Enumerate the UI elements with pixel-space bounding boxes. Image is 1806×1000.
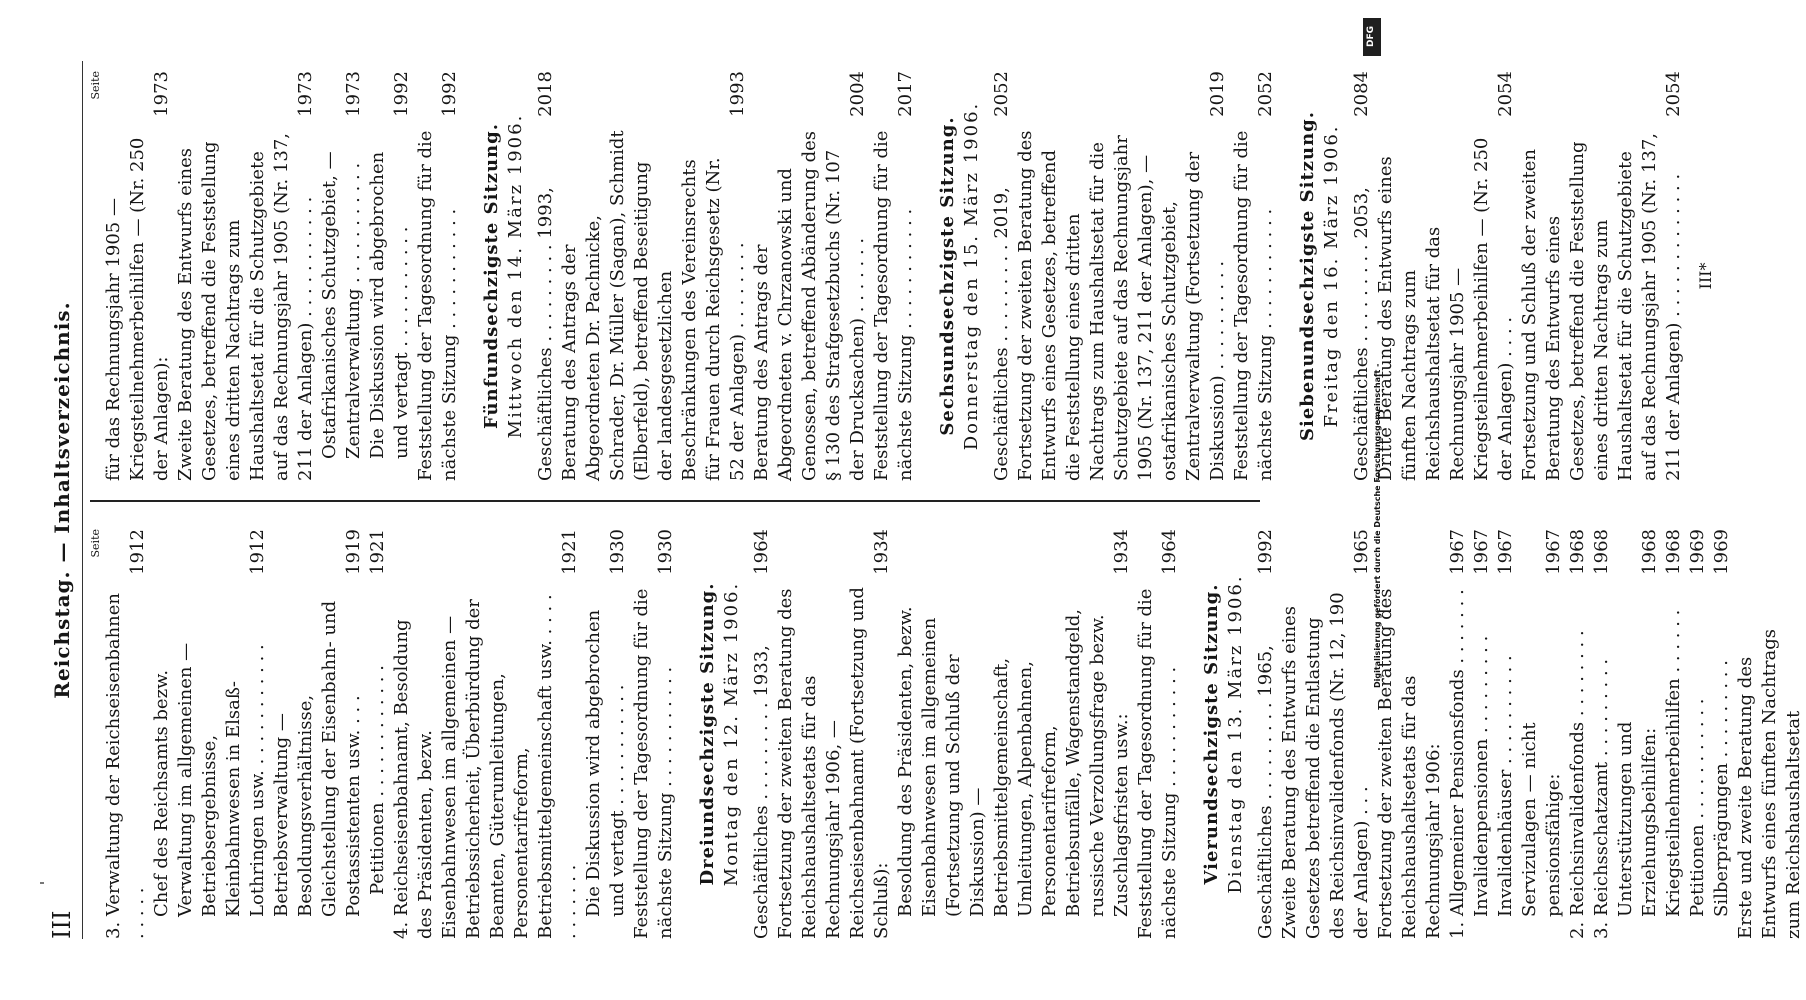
entry-text: Feststellung der Tagesordnung für die nächste Sitzung . . . . . . . . . . . — [631, 588, 676, 939]
entry-text: Fortsetzung der zweiten Beratung des Reichshaushaltsetats für das Rechnungsjahr 1906, — Reichseisenbahnamt (Fortsetzung und Schluß): — [775, 587, 892, 939]
entry-page-number: 1912 — [247, 529, 268, 575]
toc-entry — [1374, 529, 1446, 939]
toc-entry — [1734, 529, 1806, 939]
toc-entry — [750, 71, 870, 481]
entry-page-number: 1992 — [391, 71, 412, 117]
seite-label: Seite — [89, 71, 102, 100]
toc-entry — [318, 71, 366, 481]
toc-entry — [366, 529, 390, 939]
entry-page-number: 1992 — [1255, 529, 1276, 575]
entry-text: Fortsetzung und Schluß der zweiten Beratung des Entwurfs eines Gesetzes, betreffend die Feststellung eines dritten Nachtrags zum Haushaltsetat für die Schutzgebiete auf das Rechnungsjahr 1905 (Nr. 137, 211 der Anlagen) . . . . . . . . . . . . . — [1519, 132, 1684, 481]
toc-entry — [1614, 529, 1662, 939]
page-header — [48, 61, 83, 939]
column-divider — [90, 500, 1260, 502]
entry-text: Beratung des Antrags der Abgeordneten Dr. Pachnicke, Schrader, Dr. Müller (Sagan), Schmidt (Elberfeld), betreffend Beseitigung der landesgesetzlichen Beschränkungen des Vereinsrechts für Frauen durch Reichsgesetz (Nr. 52 der Anlagen) . . . . . . . . — [559, 130, 748, 481]
right-column — [90, 71, 1718, 481]
entry-page-number: 1968 — [1639, 529, 1660, 575]
entry-text: Geschäftliches . . . . . . . . . 2053, — [1351, 187, 1372, 481]
entry-text: 3. Verwaltung der Reichseisenbahnen . . . . . — [103, 592, 148, 939]
toc-entry — [102, 529, 150, 939]
entry-page-number: 1921 — [367, 529, 388, 575]
entry-page-number: 2052 — [991, 71, 1012, 117]
toc-entry — [1230, 71, 1278, 481]
entry-page-number: 1912 — [127, 529, 148, 575]
entry-page-number: 1965 — [1351, 529, 1372, 575]
entry-text: Zweite Beratung des Entwurfs eines Gesetzes, betreffend die Feststellung eines dritten Nachtrags zum Haushaltsetat für die Schutzgebiete auf das Rechnungsjahr 1905 (Nr. 137, 211 der Anlagen) . . . . . . . . . . . — [175, 132, 316, 481]
session-heading: Fünfundsechzigste Sitzung. — [481, 123, 502, 429]
session-heading: Dreiundsechzigste Sitzung. — [697, 582, 718, 886]
entry-page-number: 1973 — [295, 71, 316, 117]
toc-entry — [558, 71, 750, 481]
toc-entry — [1278, 529, 1374, 939]
entry-text: Besoldung des Präsidenten, bezw. Eisenbahnwesen im allgemeinen (Fortsetzung und Schluß der Diskussion) — Betriebsmittelgemeinschaft, Umleitungen, Alpenbahnen, Personentarifreform, Betriebsunfälle, Wagenstandgeld, russische Verzollungsfrage bezw. Zuschlagsfristen usw.: — [895, 606, 1132, 917]
entry-text: Betriebsverwaltung — Besoldungsverhältnisse, Gleichstellung der Eisenbahn- und Postassistenten usw. . . . — [271, 600, 364, 917]
entry-text: Petitionen . . . . . . . . . . . . — [367, 665, 388, 895]
entry-page-number: 1993 — [727, 71, 748, 117]
toc-entry — [390, 529, 582, 939]
entry-page-number: 1934 — [871, 529, 892, 575]
toc-entry — [366, 71, 414, 481]
entry-text: Fortsetzung der zweiten Beratung des Reichshaushaltsetats für das Rechnungsjahr 1906: — [1375, 588, 1444, 939]
toc-entry — [1518, 529, 1566, 939]
toc-entry — [1590, 529, 1614, 939]
entry-page-number: 1964 — [1159, 529, 1180, 575]
running-title: Reichstag. — Inhaltsverzeichnis. — [50, 301, 74, 699]
printer-signature: III* — [1696, 262, 1715, 290]
entry-text: Chef des Reichsamts bezw. Verwaltung im allgemeinen — Betriebsergebnisse, Kleinbahnwesen in Elsaß-Lothringen usw. . . . . . . . . . . . — [151, 642, 268, 917]
entry-page-number: 1934 — [1111, 529, 1132, 575]
entry-page-number: 1967 — [1495, 529, 1516, 575]
toc-entry — [414, 71, 462, 481]
digitization-strip — [1363, 8, 1383, 998]
session-date: Montag den 12. März 1906. — [721, 581, 742, 887]
entry-text: Feststellung der Tagesordnung für die nächste Sitzung . . . . . . . . . . . — [415, 130, 460, 481]
toc-entry — [894, 529, 1134, 939]
entry-page-number: 1930 — [607, 529, 628, 575]
entry-text: Invalidenpensionen . . . . . . . . . — [1471, 635, 1492, 917]
entry-page-number: 1967 — [1543, 529, 1564, 575]
session-date: Freitag den 16. März 1906. — [1321, 124, 1342, 428]
left-column — [90, 529, 1806, 939]
entry-text: Beratung des Antrags der Abgeordneten v. Chrzanowski und Genossen, betreffend Abänderung des § 130 des Strafgesetzbuchs (Nr. 107 der Drucksachen) . . . . . . . — [751, 130, 868, 481]
session-heading: Sechsundsechzigste Sitzung. — [937, 116, 958, 436]
entry-page-number: 1968 — [1663, 529, 1684, 575]
entry-text: Feststellung der Tagesordnung für die nächste Sitzung . . . . . . . . . . . — [1135, 588, 1180, 939]
entry-page-number: 1969 — [1687, 529, 1708, 575]
toc-entry — [630, 529, 678, 939]
entry-text: Fortsetzung der zweiten Beratung des Entwurfs eines Gesetzes, betreffend die Feststellung eines dritten Nachtrags zum Haushaltsetat für die Schutzgebiete auf das Rechnungsjahr 1905 (Nr. 137, 211 der Anlagen), — ostafrikanisches Schutzgebiet, Zentralverwaltung (Fortsetzung der Diskussion) . . . . . . . . . . — [1015, 130, 1228, 481]
toc-entry — [174, 71, 318, 481]
entry-page-number: 1964 — [751, 529, 772, 575]
entry-text: Geschäftliches . . . . . . . . . 2019, — [991, 187, 1012, 481]
entry-text: 4. Reichseisenbahnamt, Besoldung des Präsidenten, bezw. Eisenbahnwesen im allgemeinen — Betriebssicherheit, Überbürdung der Beamten, Güterumleitungen, Personentarifreform, Betriebsmittelgemeinschaft usw. . . . . . . . . . . . — [391, 594, 580, 939]
entry-page-number: 2084 — [1351, 71, 1372, 117]
toc-entry — [1374, 71, 1518, 481]
toc-entry — [1446, 529, 1470, 939]
entry-text: 1. Allgemeiner Pensionsfonds . . . . . . . — [1447, 589, 1468, 939]
entry-text: Petitionen . . . . . . . . . . . — [1687, 698, 1708, 917]
toc-entry — [150, 529, 270, 939]
entry-text: Invalidenhäuser . . . . . . . . . . — [1495, 655, 1516, 917]
seite-label: Seite — [89, 529, 102, 558]
entry-page-number: 2004 — [847, 71, 868, 117]
toc-entry — [1134, 529, 1182, 939]
entry-text: 2. Reichsinvalidenfonds . . . . . . . . — [1567, 630, 1588, 939]
entry-text: Geschäftliches . . . . . . . . . 1965, — [1255, 645, 1276, 939]
toc-entry — [270, 529, 366, 939]
toc-entry — [1662, 529, 1686, 939]
entry-text: Unterstützungen und Erziehungsbeihilfen: — [1615, 721, 1660, 917]
session-heading: Vierundsechzigste Sitzung. — [1201, 583, 1222, 885]
toc-entry — [1254, 529, 1278, 939]
entry-text: Silberprägungen . . . . . . . . . — [1711, 660, 1732, 917]
entry-page-number: 2017 — [895, 71, 916, 117]
entry-page-number: 1992 — [439, 71, 460, 117]
entry-text: Geschäftliches . . . . . . . . . 1933, — [751, 645, 772, 939]
entry-text: für das Rechnungsjahr 1905 — Kriegsteilnehmerbeihilfen — (Nr. 250 der Anlagen): — [103, 137, 172, 481]
entry-page-number: 1973 — [343, 71, 364, 117]
toc-entry — [750, 529, 774, 939]
toc-entry — [1686, 529, 1710, 939]
entry-page-number: 1967 — [1447, 529, 1468, 575]
entry-page-number: 1968 — [1591, 529, 1612, 575]
entry-page-number: 2052 — [1255, 71, 1276, 117]
entry-page-number: 2054 — [1663, 71, 1684, 117]
entry-page-number: 2018 — [535, 71, 556, 117]
entry-page-number: 1967 — [1471, 529, 1492, 575]
entry-text: Servizulagen — nicht pensionsfähige: — [1519, 722, 1564, 917]
entry-text: Ostafrikanisches Schutzgebiet, — Zentralverwaltung . . . . . . . . . . . — [319, 151, 364, 459]
toc-entry — [870, 71, 918, 481]
session-date: Donnerstag den 15. März 1906. — [961, 101, 982, 451]
entry-page-number: 1930 — [655, 529, 676, 575]
toc-entry — [990, 71, 1014, 481]
toc-entry — [1518, 71, 1686, 481]
entry-text: Die Diskussion wird abgebrochen und vertagt . . . . . . . . . . . — [367, 151, 412, 459]
entry-page-number: 1921 — [559, 529, 580, 575]
entry-page-number: 2054 — [1495, 71, 1516, 117]
dfg-logo: DFG — [1363, 18, 1381, 56]
toc-entry — [774, 529, 894, 939]
entry-text: Erste und zweite Beratung des Entwurfs eines fünften Nachtrags zum Reichshaushaltsetat — [1735, 629, 1804, 939]
entry-page-number: 1969 — [1711, 529, 1732, 575]
entry-text: Zweite Beratung des Entwurfs eines Gesetzes betreffend die Entlastung des Reichsinvalidenfonds (Nr. 12, 190 der Anlagen) . . . — [1279, 592, 1372, 939]
entry-text: Feststellung der Tagesordnung für die nächste Sitzung . . . . . . . . . . . — [1231, 130, 1276, 481]
toc-entry — [1710, 529, 1734, 939]
session-date: Dienstag den 13. März 1906. — [1225, 574, 1246, 894]
scan-speck — [40, 882, 44, 884]
entry-page-number: 2019 — [1207, 71, 1228, 117]
session-date: Mittwoch den 14. März 1906. — [505, 113, 526, 439]
entry-text: Dritte Beratung des Entwurfs eines fünften Nachtrags zum Reichshaushaltsetat für das Rechnungsjahr 1905 — Kriegsteilnehmerbeihilfen — (Nr. 250 der Anlagen) . . . . — [1375, 137, 1516, 481]
digitization-credit: Digitalisierung gefördert durch die Deutsche Forschungsgemeinschaft - — [1373, 363, 1382, 688]
entry-text: Feststellung der Tagesordnung für die nächste Sitzung . . . . . . . . . . . — [871, 130, 916, 481]
session-heading: Siebenundsechzigste Sitzung. — [1297, 110, 1318, 442]
entry-text: Die Diskussion wird abgebrochen und vertagt . . . . . . . . . . . — [583, 609, 628, 917]
toc-entry — [102, 71, 174, 481]
toc-entry — [582, 529, 630, 939]
toc-entry — [1494, 529, 1518, 939]
entry-page-number: 1973 — [151, 71, 172, 117]
entry-text: Kriegsteilnehmerbeihilfen . . . . . . — [1663, 609, 1684, 917]
toc-entry — [534, 71, 558, 481]
entry-page-number: 1919 — [343, 529, 364, 575]
toc-entry — [1014, 71, 1230, 481]
entry-text: Geschäftliches . . . . . . . . . 1993, — [535, 187, 556, 481]
entry-text: 3. Reichsschatzamt . . . . . . . . . — [1591, 658, 1612, 939]
page-number-roman: III — [48, 910, 76, 939]
toc-entry — [1470, 529, 1494, 939]
toc-entry — [1566, 529, 1590, 939]
entry-page-number: 1968 — [1567, 529, 1588, 575]
